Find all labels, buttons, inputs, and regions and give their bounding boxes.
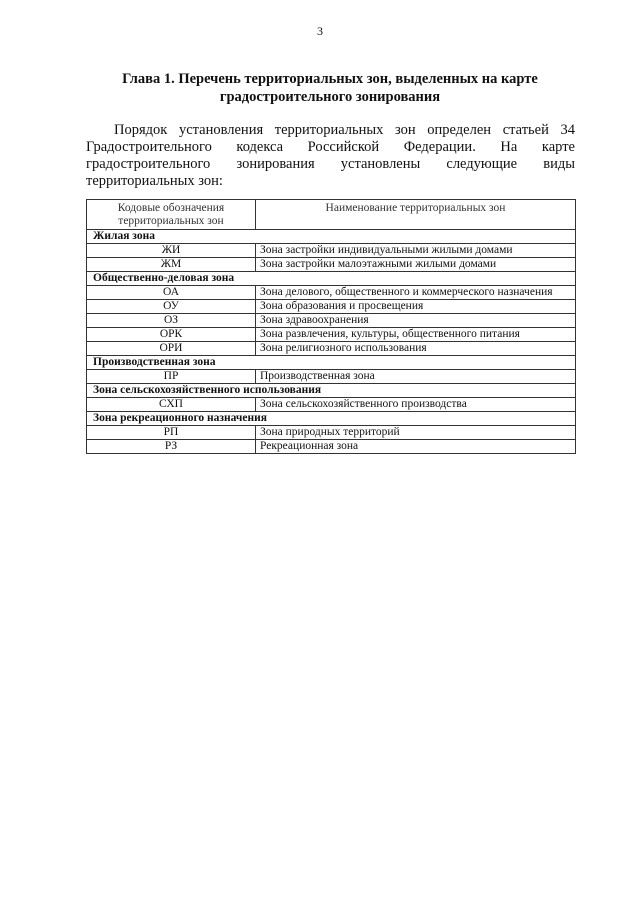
table-row [87,328,576,342]
zone-name: Зона здравоохранения [256,314,576,328]
zone-code: ОРК [87,328,256,342]
zone-code: ПР [87,370,256,384]
table-group-row [87,384,576,398]
zone-code: ОРИ [87,342,256,356]
zone-name: Зона сельскохозяйственного производства [256,398,576,412]
table-row [87,286,576,300]
zone-name: Производственная зона [256,370,576,384]
zone-code: ОЗ [87,314,256,328]
table-row [87,342,576,356]
header-name: Наименование территориальных зон [256,200,576,230]
table-row [87,426,576,440]
table-row [87,398,576,412]
zone-name: Зона застройки малоэтажными жилыми домами [256,258,576,272]
table-group-row [87,230,576,244]
group-title: Жилая зона [87,230,576,244]
intro-paragraph: Порядок установления территориальных зон определен статьей 34 Градостроительного кодекса Российской Федерации. На карте градостроительного зонирования установлены следующие виды территориальных зон: [86,122,575,189]
group-title: Производственная зона [87,356,576,370]
table-header-row [87,200,576,230]
table-row [87,300,576,314]
zone-name: Зона образования и просвещения [256,300,576,314]
group-title: Зона рекреационного назначения [87,412,576,426]
zones-table [86,199,576,454]
chapter-title: Глава 1. Перечень территориальных зон, выделенных на карте градостроительного зонирования [122,71,538,105]
zone-name: Зона природных территорий [256,426,576,440]
group-title: Зона сельскохозяйственного использования [87,384,576,398]
table-row [87,440,576,454]
zone-name: Зона религиозного использования [256,342,576,356]
zone-name: Зона застройки индивидуальными жилыми домами [256,244,576,258]
table-group-row [87,272,576,286]
zone-code: РП [87,426,256,440]
table-row [87,244,576,258]
table-row [87,258,576,272]
zone-code: ОА [87,286,256,300]
table-row [87,370,576,384]
header-code: Кодовые обозначения территориальных зон [87,200,256,230]
group-title: Общественно-деловая зона [87,272,576,286]
zone-code: СХП [87,398,256,412]
zone-name: Зона делового, общественного и коммерческого назначения [256,286,576,300]
zone-name: Зона развлечения, культуры, общественного питания [256,328,576,342]
page-number: 3 [317,24,323,38]
zone-code: ЖМ [87,258,256,272]
zone-code: ОУ [87,300,256,314]
table-row [87,314,576,328]
table-group-row [87,356,576,370]
zone-code: ЖИ [87,244,256,258]
table-group-row [87,412,576,426]
zone-code: РЗ [87,440,256,454]
zone-name: Рекреационная зона [256,440,576,454]
